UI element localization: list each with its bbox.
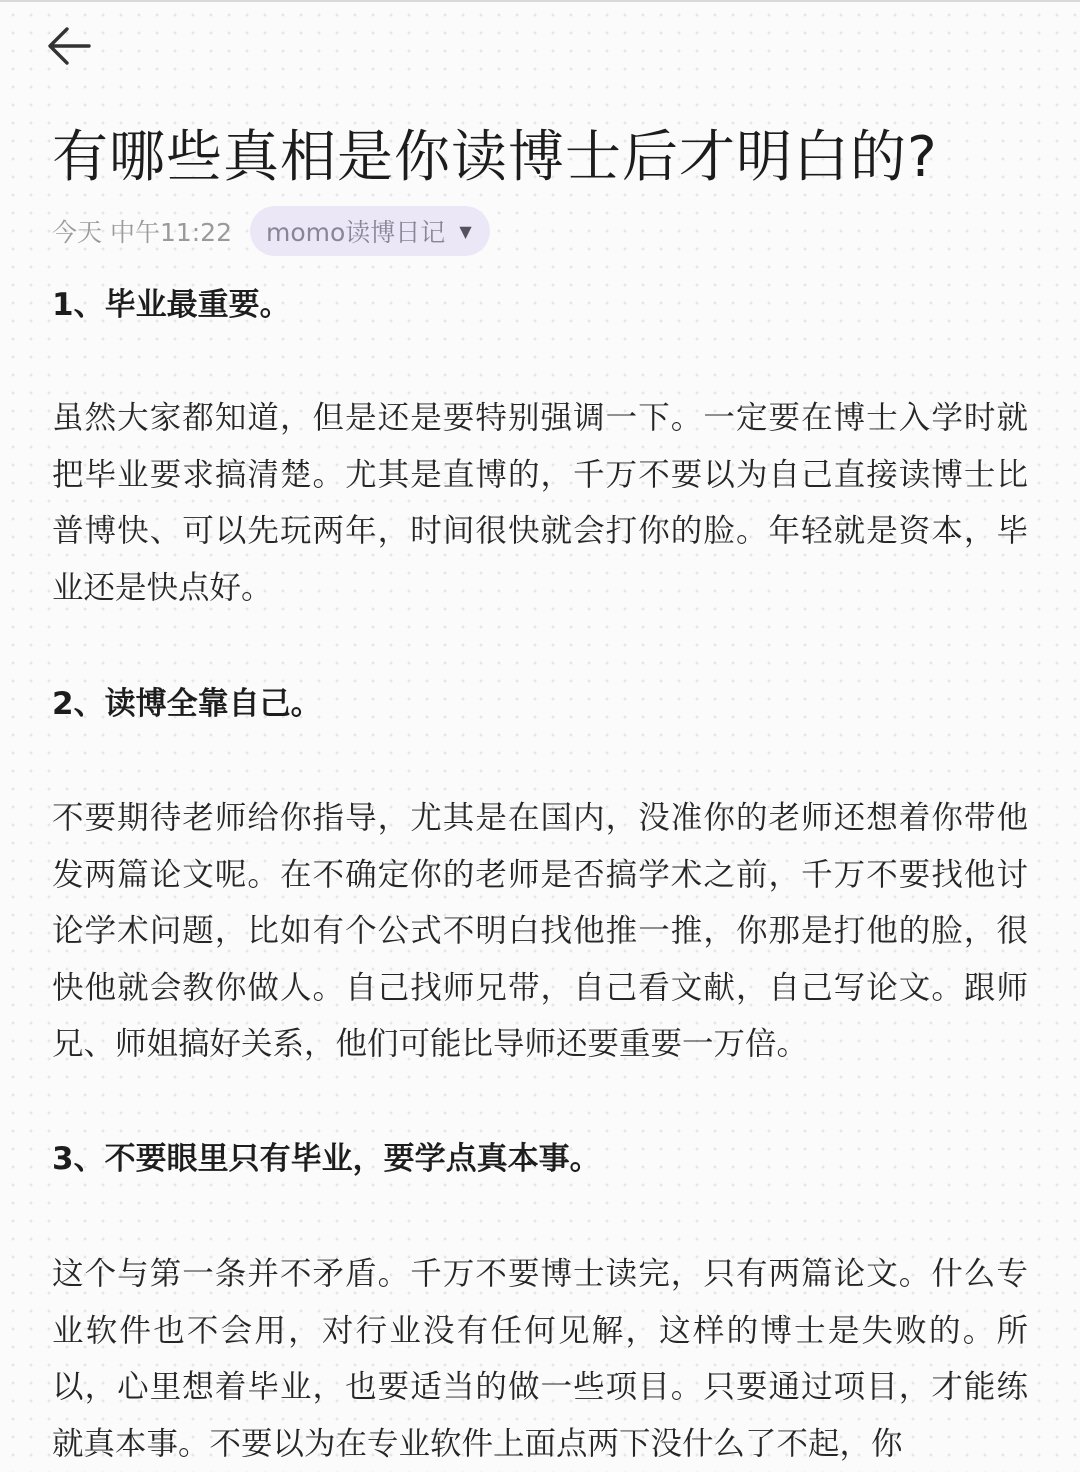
note-title: 有哪些真相是你读博士后才明白的? [52, 125, 938, 190]
note-timestamp: 今天 中午11:22 [52, 218, 232, 247]
section-paragraph: 不要期待老师给你指导，尤其是在国内，没准你的老师还想着你带他发两篇论文呢。在不确定你的老师是否搞学术之前，千万不要找他讨论学术问题，比如有个公式不明白找他推一推，你那是打他的脸，很快他就会教你做人。自己找师兄带，自己看文献，自己写论文。跟师兄、师姐搞好关系，他们可能比导师还要重要一万倍。 [52, 800, 1028, 1062]
notebook-selector[interactable] [250, 206, 490, 256]
arrow-left-icon [46, 26, 92, 66]
section-heading: 3、不要眼里只有毕业，要学点真本事。 [52, 1141, 601, 1177]
caret-down-icon: ▼ [459, 221, 472, 241]
section-paragraph: 虽然大家都知道，但是还是要特别强调一下。一定要在博士入学时就把毕业要求搞清楚。尤其是直博的，千万不要以为自己直接读博士比普博快、可以先玩两年，时间很快就会打你的脸。年轻就是资本，毕业还是快点好。 [52, 400, 1028, 606]
section-heading: 2、读博全靠自己。 [52, 686, 322, 722]
section-paragraph: 这个与第一条并不矛盾。千万不要博士读完，只有两篇论文。什么专业软件也不会用，对行业没有任何见解，这样的博士是失败的。所以，心里想着毕业，也要适当的做一些项目。只要通过项目，才能练就真本事。不要以为在专业软件上面点两下没什么了不起，你 [52, 1256, 1028, 1462]
notebook-name: momo读博日记 [266, 218, 446, 247]
top-edge-divider [0, 0, 1080, 2]
note-meta [52, 206, 490, 256]
back-button[interactable] [46, 22, 106, 70]
section-heading: 1、毕业最重要。 [52, 287, 291, 323]
